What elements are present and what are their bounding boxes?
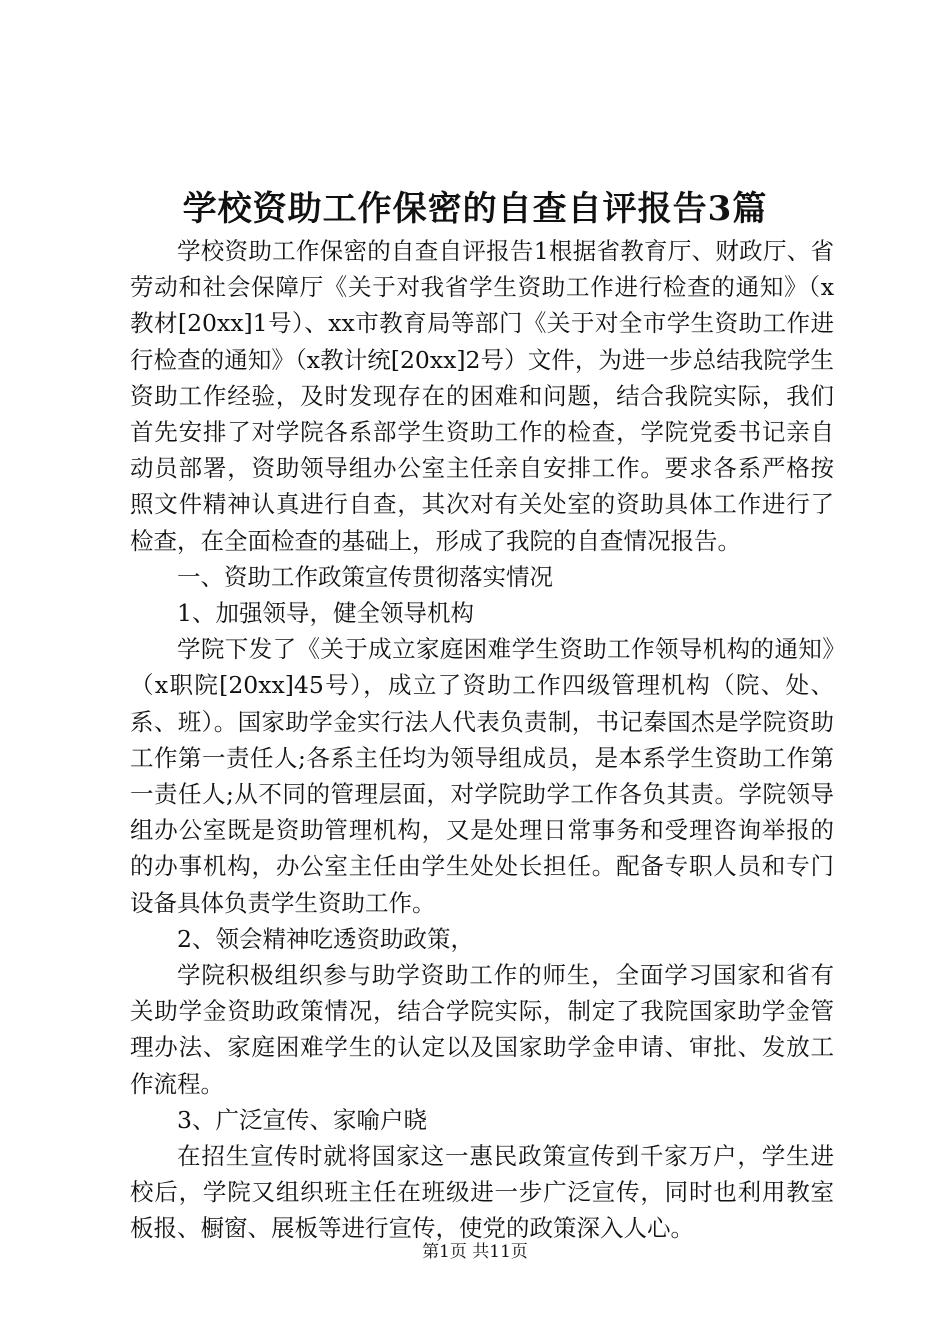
paragraph-policy: 学院积极组织参与助学资助工作的师生，全面学习国家和省有关助学金资助政策情况，结合学院实际，制定了我院国家助学金管理办法、家庭困难学生的认定以及国家助学金申请、审批、发放工作流程。 (130, 961, 834, 1098)
subsection-heading-3: 3、广泛宣传、家喻户晓 (177, 1105, 427, 1134)
subsection-heading-1: 1、加强领导，健全领导机构 (177, 599, 474, 628)
document-body (130, 233, 834, 1247)
section-heading-1: 一、资助工作政策宣传贯彻落实情况 (177, 562, 553, 591)
document-title: 学校资助工作保密的自查自评报告3篇 (182, 189, 768, 229)
paragraph-intro: 学校资助工作保密的自查自评报告1根据省教育厅、财政厅、省劳动和社会保障厅《关于对我省学生资助工作进行检查的通知》（x教材[20xx]1号）、xx市教育局等部门《关于对全市学生资助工作进行检查的通知》（x教计统[20xx]2号）文件，为进一步总结我院学生资助工作经验，及时发现存在的困难和问题，结合我院实际，我们首先安排了对学院各系部学生资助工作的检查，学院党委书记亲自动员部署，资助领导组办公室主任亲自安排工作。要求各系严格按照文件精神认真进行自查，其次对有关处室的资助具体工作进行了检查，在全面检查的基础上，形成了我院的自查情况报告。 (130, 237, 834, 555)
paragraph-publicity: 在招生宣传时就将国家这一惠民政策宣传到千家万户，学生进校后，学院又组织班主任在班级进一步广泛宣传，同时也利用教室板报、橱窗、展板等进行宣传，使党的政策深入人心。 (130, 1142, 834, 1243)
subsection-heading-2: 2、领会精神吃透资助政策， (177, 924, 474, 953)
paragraph-leadership: 学院下发了《关于成立家庭困难学生资助工作领导机构的通知》（x职院[20xx]45号），成立了资助工作四级管理机构（院、处、系、班）。国家助学金实行法人代表负责制，书记秦国杰是学院资助工作第一责任人;各系主任均为领导组成员，是本系学生资助工作第一责任人;从不同的管理层面，对学院助学工作各负其责。学院领导组办公室既是资助管理机构，又是处理日常事务和受理咨询举报的的办事机构，办公室主任由学生处处长担任。配备专职人员和专门设备具体负责学生资助工作。 (130, 635, 834, 917)
page-number-footer: 第1页 共11页 (422, 1242, 528, 1262)
